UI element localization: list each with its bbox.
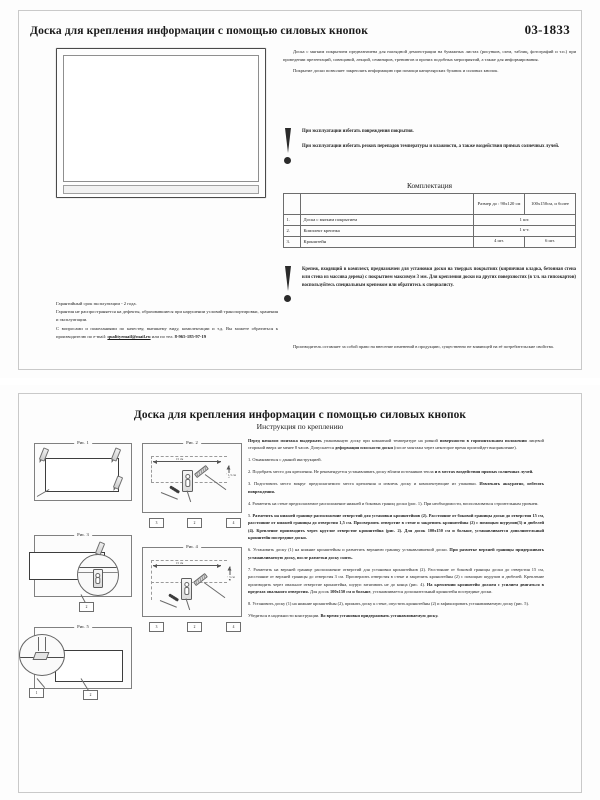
board-tray — [63, 185, 259, 194]
kit-row-3-qty-small: 4 шт. — [474, 236, 525, 247]
kit-header-name — [300, 194, 474, 215]
figure-1-board — [45, 458, 119, 492]
figure-1-leader — [37, 489, 50, 497]
exclamation-icon — [283, 266, 293, 306]
page-one-header — [30, 22, 570, 38]
warranty-block — [56, 300, 278, 341]
instruction-step-6: 6. Установить доску (1) на нижние кронштейны и разметить верхнюю границу устанавливаемой доски. При разметке верхней границы придерживать устанавливаемую доску, после разметки доску снять. — [248, 547, 544, 560]
figure-5-callout-1: 1 — [29, 688, 44, 698]
fastener-warning-block — [283, 266, 576, 306]
page-two-header — [30, 409, 570, 431]
figure-4-dim-v-text: 3 см — [229, 575, 235, 579]
bracket-icon — [181, 578, 192, 600]
page-two-title: Доска для крепления информации с помощью силовых кнопок — [133, 409, 467, 421]
bracket-oval-hole — [95, 577, 100, 584]
figures-panel — [34, 437, 246, 737]
figure-2-label: Рис. 2 — [183, 440, 201, 445]
instruction-step-1: 1. Ознакомиться с данной инструкцией. — [248, 457, 322, 463]
intro-text — [283, 48, 576, 79]
kit-header-size-small: Размер до : 90х120 см — [474, 194, 525, 215]
figure-3-label: Рис. 3 — [74, 532, 92, 537]
figure-4-dim-horizontal — [153, 565, 221, 566]
exclamation-icon — [283, 128, 293, 168]
warranty-contact-prefix: С вопросами и пожеланиями по качеству, внешнему виду, комплектации и т.д. Вы можете обратиться к производителю по e-mail: — [56, 325, 278, 339]
figure-4-leader-4 — [204, 582, 226, 598]
figure-5-board — [55, 650, 123, 682]
instruction-intro: Перед началом монтажа выдержать упакованную доску при комнатной температуре на ровной поверхности в горизонтальном положении лицевой стороной вверх не менее 8 часов. Допускается деформация плоскости доски (после монтажа через некоторое время произойдет выпрямление). — [248, 438, 544, 451]
figure-2-leader-3 — [161, 492, 178, 500]
pin-icon — [111, 447, 121, 461]
intro-paragraph-2: Покрытие доски позволяет закреплять информацию при помощи канцелярских булавок и силовых кнопок. — [293, 68, 499, 74]
figure-2-callout-2: 2 — [187, 518, 202, 528]
figure-4-callout-3: 3 — [149, 622, 164, 632]
kit-header-size-large: 100х150см, и более — [525, 194, 576, 215]
figure-5 — [34, 623, 132, 697]
figure-2 — [142, 439, 242, 525]
fastener-note-text: Крепеж, входящий в комплект, предназначен для установки доски на твердых покрытиях (кирпичная кладка, бетонная стена или стена из массива дерева) с покрытием максимум 3 мм. Для крепления доски на других поверхностях (в т.ч. на гипсокартон) воспользуйтесь специальным крепежом или обратитесь к специалисту. — [302, 267, 576, 289]
manufacturer-note-text: Производитель оставляет за собой право на внесение изменений в продукцию, существенно не влияющей на её потребительские свойства. — [293, 344, 554, 349]
figure-2-callout-3: 3 — [149, 518, 164, 528]
figure-2-callout-4: 4 — [226, 518, 241, 528]
kit-row-3-num: 3. — [284, 236, 301, 247]
instruction-step-8: 8. Установить доску (1) на нижние кронштейны (2), прижать доску к стене, опустить кронштейны (2) и зафиксировать устанавливаемую доску (рис. 5). — [248, 600, 530, 606]
figure-4-guide-h — [151, 560, 227, 561]
figure-5-callout-2: 2 — [83, 690, 98, 700]
kit-row-1-name: Доска с мягким покрытием — [300, 215, 474, 226]
figure-4-callout-2: 2 — [187, 622, 202, 632]
kit-row-2-qty: 1 к-т. — [474, 225, 576, 236]
page-title: Доска для крепления информации с помощью силовых кнопок — [30, 24, 368, 37]
figure-1 — [34, 439, 132, 501]
intro-paragraph-1: Доска с мягким покрытием предназначена для наглядной демонстрации на бумажных листах (рисунков, схем, таблиц, фотографий и т.п.) при проведении презентаций, совещаний, лекций, семинаров, тренингов и прочих подобных мероприятий, а также для информирования. — [283, 49, 576, 62]
figure-4-dim-h-text: 15 см — [176, 560, 184, 565]
page-one — [0, 0, 600, 378]
bracket-icon — [182, 470, 193, 492]
contact-phone: 8-965-185-97-19 — [174, 333, 207, 339]
page-two-subtitle: Инструкция по креплению — [256, 422, 344, 431]
kit-row-1-num: 1. — [284, 215, 301, 226]
figure-4-leader-2 — [186, 598, 191, 610]
figure-2-leader-2 — [187, 490, 192, 502]
instruction-step-5: 5. Разметить на нижней границе расположение отверстий для установки кронштейнов (2). Расстояние от боковой границы доски до отверстия 15 см, расстояние от нижней границы до отверстия 1,5 см. Просверлить отверстие в стене и закрепить кронштейны (2) с помощью шурупов(3) и дюбелей (4). Крепление производить через круглое отверстие кронштейна (рис. 2). Для досок 100х150 см и больше, устанавливается дополнительный кронштейн посередине доски. — [248, 512, 545, 541]
instruction-step-2: 2. Подобрать место для крепления. Не рекомендуется устанавливать доску вблизи источников тепла и в местах воздействия прямых солнечных лучей. — [248, 469, 534, 475]
figure-4-guide-v — [151, 560, 152, 600]
instruction-step-3: 3. Подготовить место вокруг предполагаемого места крепления и извлечь доску и комплектующие из упаковки. Извлекать аккуратно, избегать повреждения. — [248, 481, 544, 494]
figure-4 — [142, 543, 242, 629]
instruction-step-4: 4. Разметить на стене предполагаемое расположение нижней и боковых границ доски (рис. 1). При необходимости, воспользоваться строительным уровнем. — [248, 500, 539, 506]
figure-2-dim-h-text: 15 см — [176, 456, 184, 461]
figure-2-dim-horizontal — [153, 461, 221, 462]
figure-4-leader-3 — [160, 600, 177, 608]
figure-1-label: Рис. 1 — [74, 440, 92, 445]
contact-email[interactable]: qualityemail@mail.ru — [107, 333, 151, 339]
figure-2-guide-v — [151, 456, 152, 482]
table-row — [284, 236, 576, 247]
kit-row-3-qty-large: 6 шт. — [525, 236, 576, 247]
bracket-oval-hole — [185, 479, 190, 487]
warranty-contact — [56, 325, 278, 341]
kit-table-title: Комплектация — [406, 181, 453, 190]
bracket-icon — [93, 569, 103, 588]
kit-row-3-name: Кронштейн — [300, 236, 474, 247]
table-row — [284, 215, 576, 226]
kit-header-num — [284, 194, 301, 215]
figure-3-magnifier — [77, 554, 119, 596]
warning-block — [283, 128, 576, 168]
board-illustration — [56, 48, 266, 198]
figure-5-label: Рис. 5 — [74, 624, 92, 629]
figure-5-leader-1 — [37, 678, 45, 688]
figure-2-dim-v-text: 1,5 см — [228, 473, 236, 477]
board-surface — [63, 55, 259, 182]
dowel-icon — [168, 593, 179, 602]
kit-row-1-qty: 1 шт. — [474, 215, 576, 226]
instructions-text — [248, 437, 544, 624]
kit-table — [283, 193, 576, 248]
figure-3-callout-2: 2 — [79, 602, 94, 612]
figure-4-callout-4: 4 — [226, 622, 241, 632]
warranty-contact-mid: или по тел. — [150, 333, 175, 339]
figure-3 — [34, 531, 132, 609]
manufacturer-note — [283, 343, 576, 350]
warning-text-2: При эксплуатации избегать резких перепадов температуры и влажности, а также воздействия прямых солнечных лучей. — [302, 144, 560, 150]
table-row — [284, 225, 576, 236]
figure-2-guide-h — [151, 456, 227, 457]
instruction-closing: Убедиться в надежности конструкции. Во время установки придерживать устанавливаемую доску. — [248, 612, 439, 618]
figure-4-label: Рис. 4 — [183, 544, 201, 549]
bracket-oval-hole — [184, 587, 189, 595]
page-two — [0, 385, 600, 800]
warranty-term: Гарантийный срок эксплуатации - 2 года. — [56, 301, 137, 306]
warranty-exclusions: Гарантия не распространяется на дефекты, образовавшиеся при нарушении условий транспортировки, хранения и эксплуатации. — [56, 309, 278, 323]
product-code: 03-1833 — [524, 22, 570, 37]
kit-table-header-row — [284, 194, 576, 215]
instruction-step-7: 7. Разметить на верхней границе расположение отверстий для установки кронштейнов (2). Расстояние от боковой границы доски до отверстия 15 см, расстояние от верхней границы до отверстия 3 см. Просверлить отверстия в стене и закрепить кронштейны (2) с помощью шурупов и дюбелей. Крепление производить через овальное отверстие кронштейна, шуруп затягивать не до конца (рис. 4). На креплении кронштейн должен с усилием двигаться в пределах овального отверстия. Для досок 100х150 см и больше, устанавливается дополнительный кронштейн посередине доски. — [248, 566, 544, 594]
dowel-icon — [169, 485, 180, 494]
warning-text-1: При эксплуатации избегать повреждения покрытия. — [302, 129, 414, 134]
kit-row-2-name: Комплект крепежа — [300, 225, 474, 236]
kit-row-2-num: 2. — [284, 225, 301, 236]
figure-5-magnifier — [19, 634, 65, 676]
